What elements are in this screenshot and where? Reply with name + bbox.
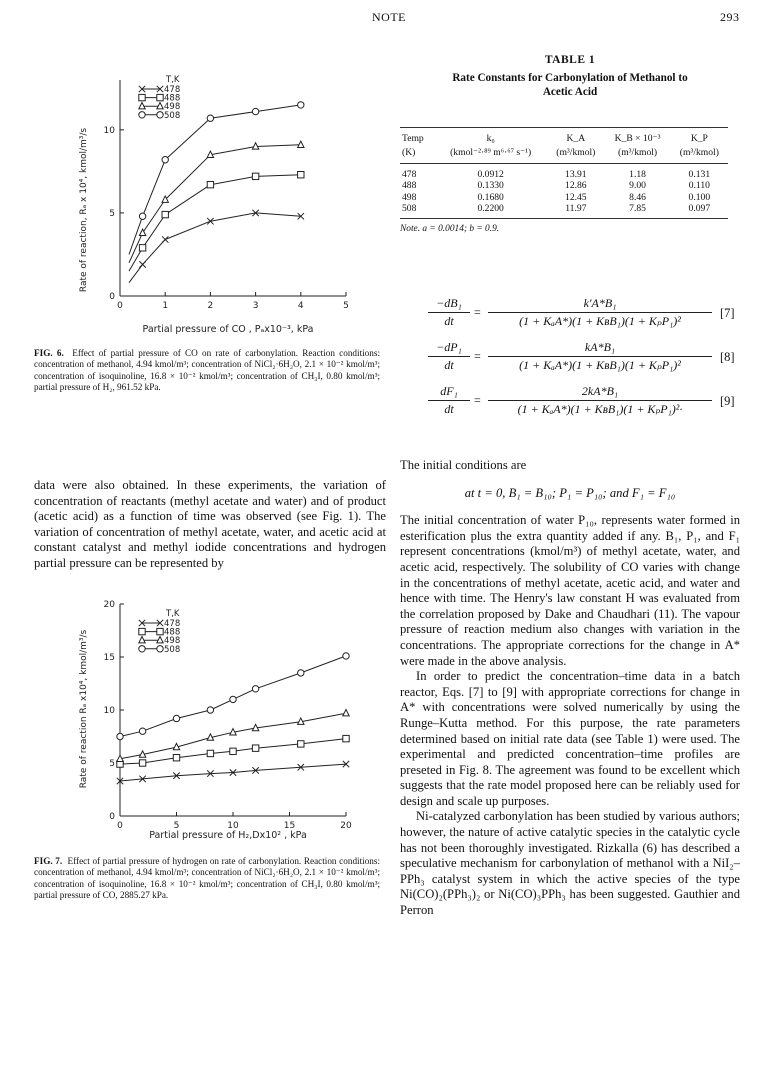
col-temp: Temp: [402, 133, 424, 144]
table-cell: 9.00: [629, 180, 646, 192]
legend-marker: [139, 646, 145, 652]
table-cell: 13.91: [565, 169, 587, 180]
x-tick-label: 20: [340, 821, 352, 831]
data-point-508: [173, 715, 179, 721]
y-tick-label: 20: [103, 600, 115, 610]
y-tick-label: 0: [109, 292, 115, 302]
eq9-rhs-bar: [488, 400, 712, 401]
legend-marker: [157, 112, 163, 118]
unit-temp: (K): [402, 147, 416, 158]
table-cell: 0.110: [688, 180, 710, 192]
unit-k0: (kmol⁻²·⁸⁹ m⁶·⁶⁷ s⁻¹): [450, 147, 532, 158]
y-tick-label: 0: [109, 812, 115, 822]
eq8-lhs-den: dt: [444, 358, 454, 372]
table-row: [400, 180, 728, 191]
table1-title-line2: Acetic Acid: [542, 85, 598, 98]
table1-title: [400, 72, 740, 99]
table-cell: 12.45: [565, 191, 587, 203]
data-point-488: [343, 735, 349, 741]
table-cell: 12.86: [565, 180, 587, 192]
data-point-488: [207, 750, 213, 756]
fig6-chart: [78, 70, 368, 340]
left-paragraph-text: data were also obtained. In these experiments, the variation of concentration of reactants (methyl acetate and water) and of product (acetic acid) as a function of time was observed (see Fig. 1). The variation of concentration of methyl acetate, water, and acetic acid at constant catalyst and methyl iodide concentrations and hydrogen partial pressure can be represented by: [34, 478, 386, 570]
table1-title-line1: Rate Constants for Carbonylation of Methanol to: [452, 72, 688, 84]
data-point-508: [162, 157, 168, 163]
y-tick-label: 10: [103, 706, 115, 716]
eq9-rhs-num: 2kA*B₁: [581, 384, 619, 398]
data-point-498: [343, 709, 349, 715]
table-cell: 8.46: [629, 191, 646, 203]
legend-marker: [157, 628, 163, 634]
data-point-508: [139, 728, 145, 734]
table1-note: Note. a = 0.0014; b = 0.9.: [400, 224, 500, 235]
legend-label: 508: [164, 644, 181, 655]
eq9-number: [9]: [720, 394, 735, 408]
legend-label: 478: [164, 619, 181, 629]
data-point-488: [252, 745, 258, 751]
legend-marker: [139, 94, 145, 100]
data-point-508: [117, 733, 123, 739]
page-number: 293: [720, 10, 740, 24]
legend-marker: [157, 103, 163, 109]
eq7-lhs-num: −dB₁: [436, 296, 462, 310]
series-line-508: [129, 105, 301, 255]
fig6-caption: [34, 348, 380, 394]
fig7-legend: [139, 609, 180, 655]
equations-block: [400, 296, 740, 446]
data-point-508: [207, 707, 213, 713]
data-point-478: [139, 261, 145, 267]
x-tick-label: 4: [297, 301, 304, 311]
col-ka: K_A: [566, 133, 586, 144]
table-row: [400, 192, 728, 203]
fig7-xlabel: Partial pressure of H₂,Dx10² , kPa: [149, 830, 307, 841]
unit-kp: (m³/kmol): [679, 147, 719, 158]
eq8-equals: =: [474, 349, 481, 363]
data-point-488: [207, 181, 213, 187]
table-cell: 0.0912: [477, 169, 504, 180]
right-paragraph-2: In order to predict the concentration–time data in a batch reactor, Eqs. [7] to [9] with appropriate corrections for change in A* with concentrations were solved numerically by using the Runge–Kutta method. For this purpose, the rate parameters determined based on initial rate data (see Table 1) were used. The experimental and predicted concentration–time profiles are preseted in Fig. 8. The agreement was found to be excellent which suggests that the rate model proposed here can be reliably used for design and scale up purposes.: [400, 669, 740, 808]
x-tick-label: 1: [162, 301, 169, 311]
x-tick-label: 10: [227, 821, 239, 831]
data-point-488: [162, 211, 168, 217]
unit-kb: (m³/kmol): [618, 147, 658, 158]
fig6-ylabel: Rate of reaction, Rₐ x 10⁴, kmol/m³/s: [79, 127, 89, 293]
legend-marker: [139, 112, 145, 118]
eq8-rhs-num: kA*B₁: [584, 340, 616, 354]
fig7-label: FIG. 7.: [34, 856, 63, 866]
eq8-lhs-num: −dP₁: [436, 340, 462, 354]
fig6-xlabel: Partial pressure of CO , Pₐx10⁻³, kPa: [142, 324, 314, 335]
table-cell: 498: [402, 191, 417, 203]
eq9-lhs-bar: [428, 400, 470, 401]
legend-label: 508: [164, 110, 181, 121]
data-point-488: [230, 748, 236, 754]
table-cell: 1.18: [629, 169, 646, 180]
left-paragraph: [34, 478, 386, 572]
data-point-488: [298, 172, 304, 178]
data-point-488: [139, 245, 145, 251]
table1-label: TABLE 1: [544, 54, 596, 66]
series-line-498: [129, 145, 301, 263]
table-row: [400, 164, 728, 181]
eq7-rhs-bar: [488, 312, 712, 313]
data-point-508: [298, 102, 304, 108]
series-line-488: [129, 175, 301, 271]
fig7-chart: [78, 594, 368, 844]
table1-grid: [400, 127, 728, 222]
table-cell: 0.1680: [477, 191, 504, 203]
table-cell: 0.131: [688, 169, 711, 180]
col-k0: k₀: [486, 133, 495, 144]
legend-label: 488: [164, 93, 181, 104]
unit-ka: (m³/kmol): [556, 147, 596, 158]
legend-marker: [139, 103, 145, 109]
eq9-lhs-den: dt: [444, 402, 454, 416]
legend-label: 498: [164, 102, 181, 113]
eq9-rhs-den: (1 + KₐA*)(1 + KʙB₁)(1 + KₚP₁)²·: [517, 402, 683, 416]
table-cell: 508: [402, 202, 417, 214]
eq7-number: [7]: [720, 306, 735, 320]
eq7-rhs-num: k′A*B₁: [583, 296, 617, 310]
data-point-488: [139, 760, 145, 766]
table1: [400, 127, 728, 234]
series-line-478: [129, 213, 301, 283]
data-point-508: [252, 686, 258, 692]
right-paragraph-3: Ni-catalyzed carbonylation has been studied by various authors; however, the nature of active catalytic species in the catalytic cycle has not been thoroughly investigated. Rizkalla (6) has described a speculative mechanism for carbonylation of methanol with a NiI₂–PPh₃ catalyst system in which the active species of the type Ni(CO)₂(PPh₃)₂ or Ni(CO)₃PPh₃ has been suggested. Gauthier and Perron: [400, 809, 740, 918]
legend-label: 488: [164, 627, 181, 638]
table-cell: 0.1330: [477, 180, 504, 192]
eq7-rhs-den: (1 + KₐA*)(1 + KʙB₁)(1 + KₚP₁)²: [519, 314, 681, 328]
table1-heading: [400, 54, 740, 99]
legend-label: 478: [164, 85, 181, 95]
table-cell: 0.2200: [477, 202, 504, 214]
fig7-caption-text: Effect of partial pressure of hydrogen on rate of carbonylation. Reaction conditions: concentration of methanol, 4.94 kmol/m³; concentration of NiCl₂·6H₂O, 2.1 × 10⁻² kmol/m³; concentration of isoquinoline, 16.8 × 10⁻² kmol/m³; concentration of CH₃I, 0.80 kmol/m³; partial pressure of CO, 2885.27 kPa.: [34, 856, 381, 901]
table-row: [400, 203, 728, 219]
eq7-equals: =: [474, 305, 481, 319]
y-tick-label: 5: [109, 759, 115, 769]
fig6-legend: [139, 75, 180, 121]
legend-marker: [157, 94, 163, 100]
right-column: [400, 458, 740, 919]
table-cell: 0.097: [688, 202, 711, 214]
eq7-lhs-bar: [428, 312, 470, 313]
running-head: NOTE: [372, 10, 406, 24]
x-tick-label: 15: [283, 821, 296, 831]
right-paragraph-1: The initial concentration of water P₁₀, represents water formed in esterification plus the extra quantity added if any. B₁, P₁, and F₁ represent concentrations (kmol/m³) of methyl acetate, water, and acetic acid, respectively. The solubility of CO varies with change in the concentrations of methyl acetate, acetic acid, and water and hence with time. The Henry's law constant H was evaluated from the correlation proposed by Dake and Chaudhari (11). The vapour pressure of reaction medium also changes with variation in the concentrations. The appropriate corrections for the change in A* were made in the above analysis.: [400, 513, 740, 668]
eq8-number: [8]: [720, 350, 735, 364]
x-tick-label: 0: [117, 301, 123, 311]
initial-conditions: at t = 0, B₁ = B₁₀; P₁ = P₁₀; and F₁ = F₁₀: [464, 485, 676, 500]
data-point-488: [298, 741, 304, 747]
col-kb: K_B × 10⁻³: [614, 133, 661, 144]
data-point-478: [162, 236, 168, 242]
data-point-508: [298, 670, 304, 676]
fig7-ylabel: Rate of reaction Rₐ x10⁴, kmol/m³/s: [79, 629, 89, 789]
y-tick-label: 10: [103, 125, 115, 136]
table-cell: 7.85: [629, 202, 646, 214]
legend-title: T,K: [166, 609, 180, 619]
eq7-lhs-den: dt: [444, 314, 454, 328]
y-tick-label: 5: [109, 208, 115, 219]
data-point-508: [207, 115, 213, 121]
table-cell: 11.97: [565, 202, 587, 214]
x-tick-label: 3: [252, 301, 259, 311]
data-point-508: [139, 213, 145, 219]
data-point-508: [252, 108, 258, 114]
x-tick-label: 5: [173, 821, 180, 831]
fig6-caption-text: Effect of partial pressure of CO on rate of carbonylation. Reaction conditions: concentration of methanol, 4.94 kmol/m³; concentration of NiCl₂·6H₂O, 2.1 × 10⁻² kmol/m³; concentration of isoquinoline, 16.8 × 10⁻² kmol/m³; concentration of CH₃I, 0.80 kmol/m³; partial pressure of H₂, 961.52 kPa.: [34, 348, 380, 393]
table-cell: 478: [402, 169, 417, 180]
legend-marker: [139, 628, 145, 634]
data-point-498: [298, 141, 304, 147]
eq8-rhs-bar: [488, 356, 712, 357]
eq9-equals: =: [474, 393, 481, 407]
initial-conditions-intro: The initial conditions are: [400, 458, 527, 472]
data-point-508: [343, 653, 349, 659]
fig7-caption: [34, 856, 380, 902]
legend-label: 498: [164, 636, 181, 647]
x-tick-label: 2: [207, 301, 214, 311]
x-tick-label: 5: [343, 301, 349, 311]
eq8-rhs-den: (1 + KₐA*)(1 + KʙB₁)(1 + KₚP₁)²: [519, 358, 681, 372]
data-point-488: [252, 173, 258, 179]
legend-marker: [157, 646, 163, 652]
y-tick-label: 15: [103, 653, 115, 663]
eq9-lhs-num: dF₁: [440, 384, 458, 398]
table-cell: 488: [402, 180, 417, 192]
data-point-508: [230, 696, 236, 702]
fig6-label: FIG. 6.: [34, 348, 64, 358]
col-kp: K_P: [690, 133, 708, 144]
legend-title: T,K: [166, 75, 180, 85]
eq8-lhs-bar: [428, 356, 470, 357]
x-tick-label: 0: [117, 821, 123, 831]
data-point-488: [173, 755, 179, 761]
table-cell: 0.100: [688, 191, 711, 203]
